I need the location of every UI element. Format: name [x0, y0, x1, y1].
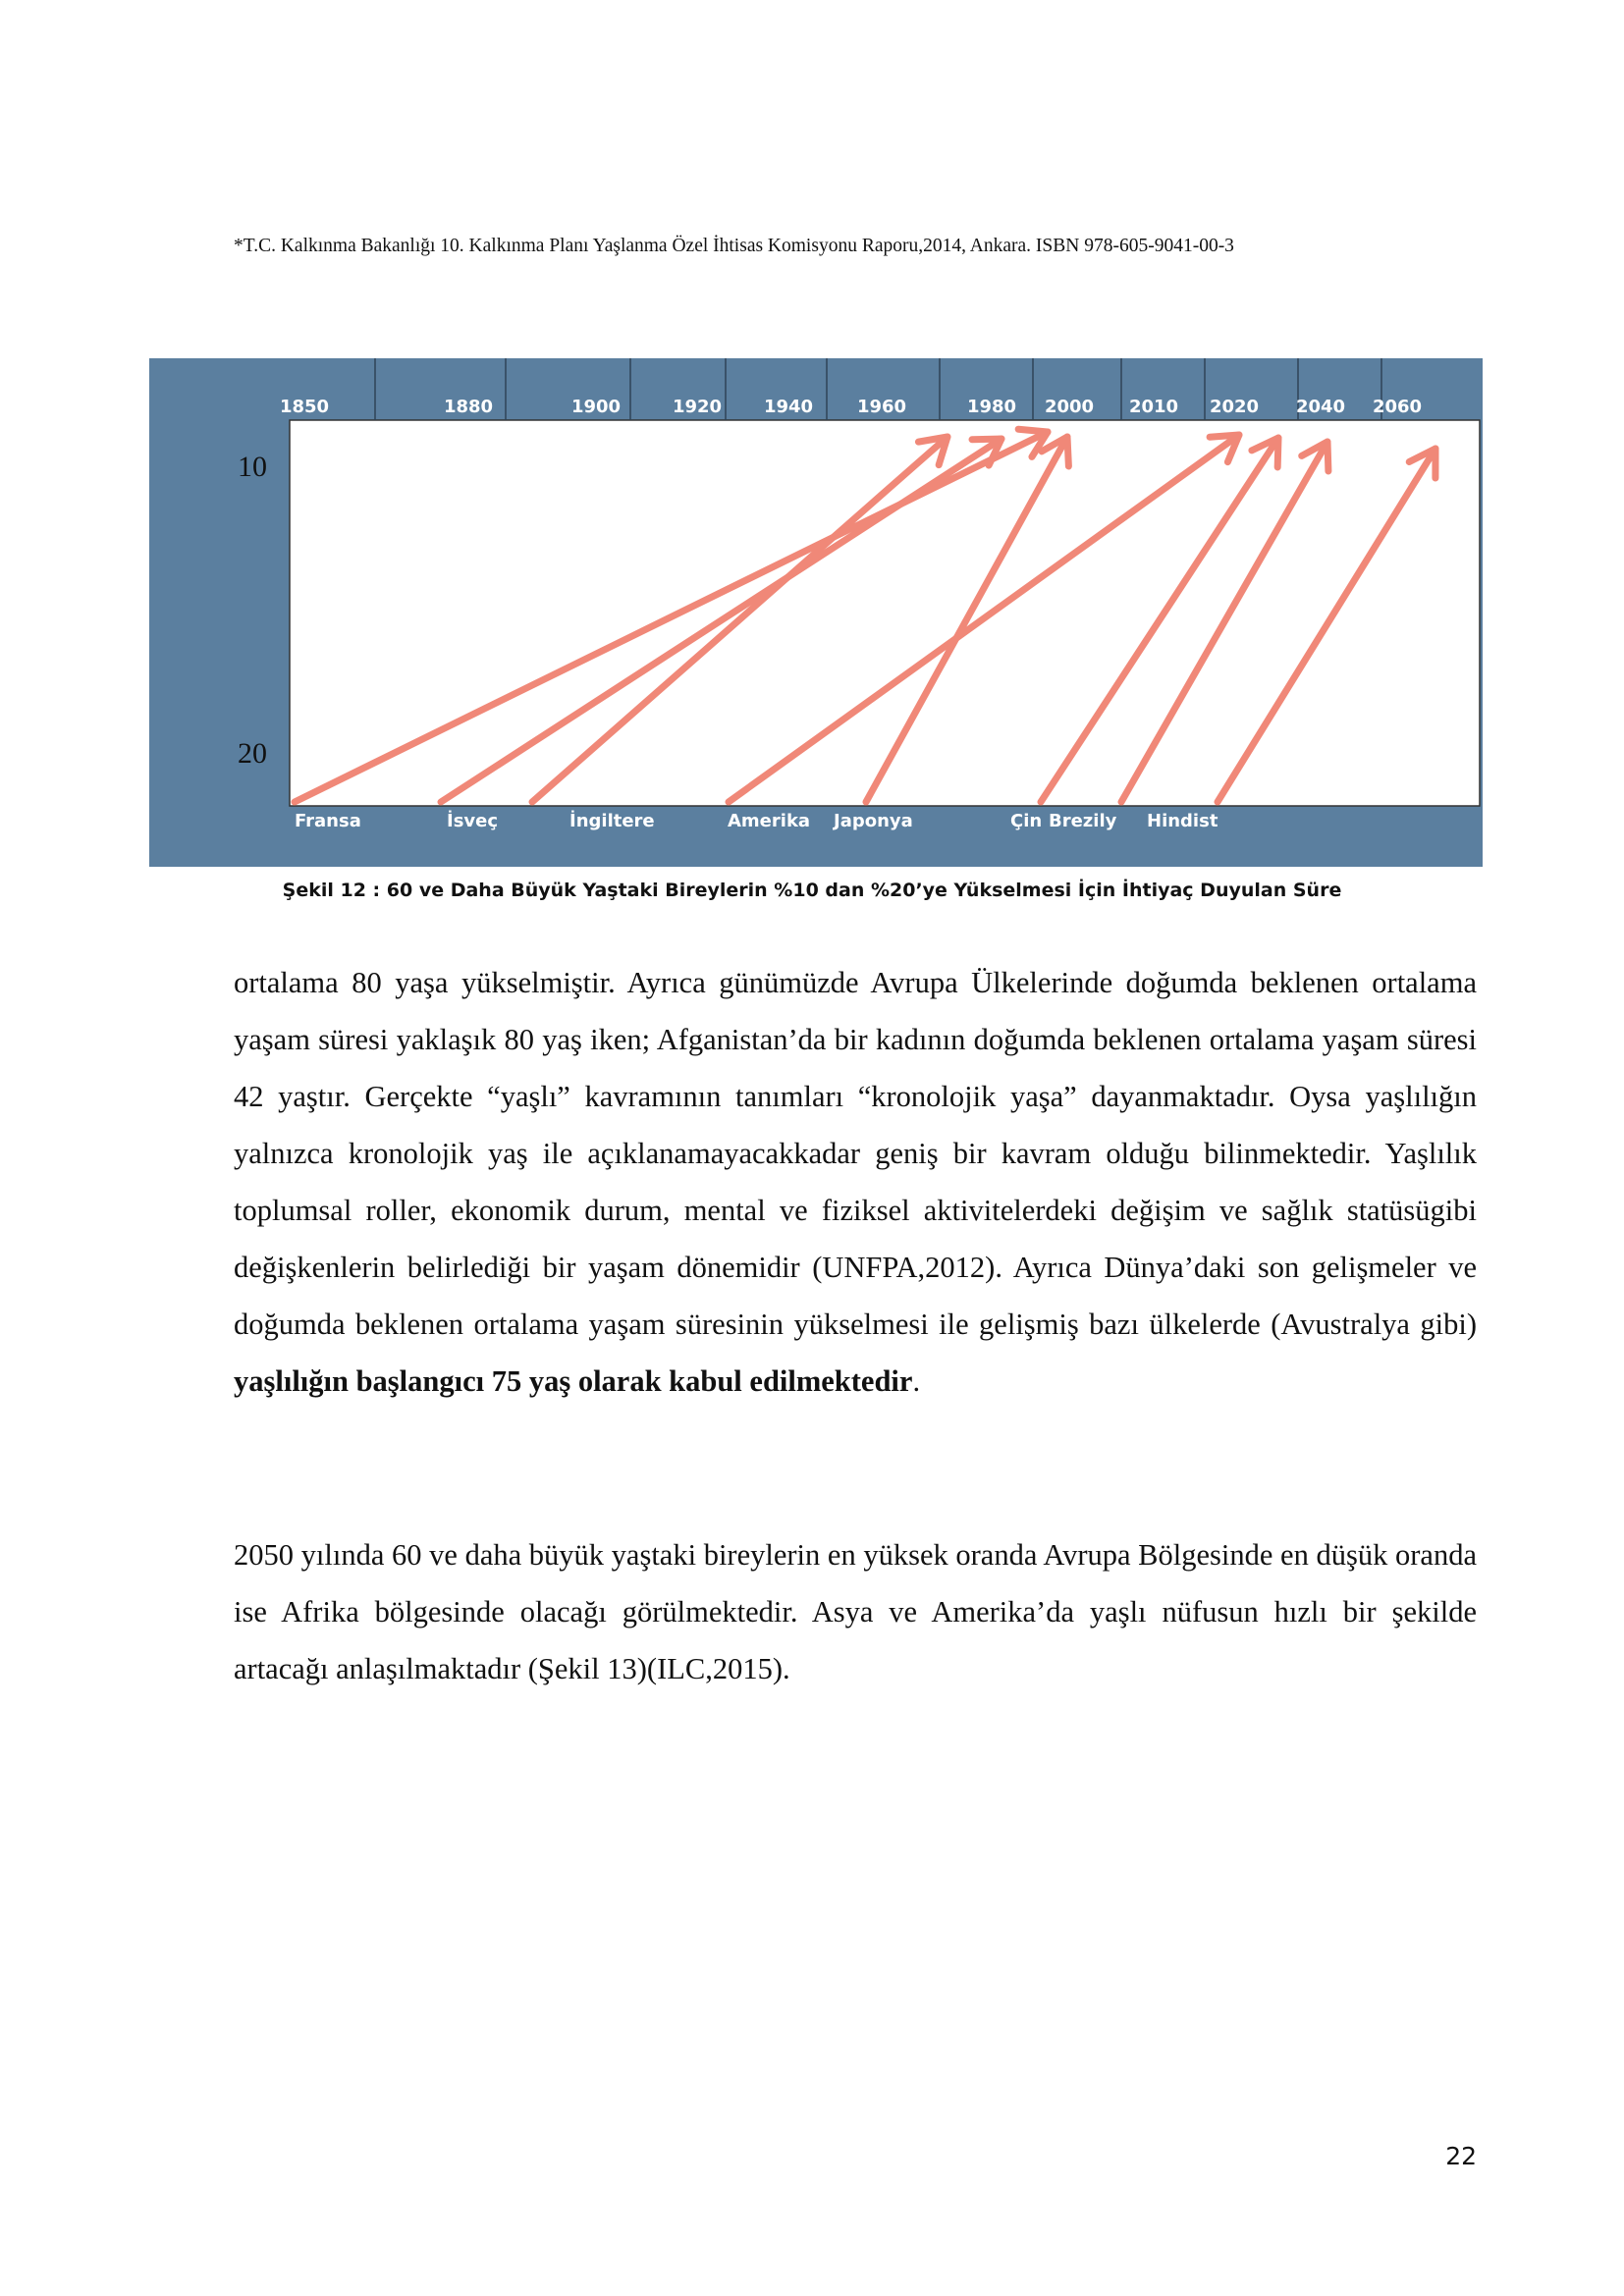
plot-area [290, 420, 1480, 806]
left-axis-label: 10 [238, 451, 267, 483]
paragraph-1-end: . [912, 1364, 921, 1398]
year-label: 2040 [1295, 397, 1346, 417]
year-label: 1920 [672, 397, 723, 417]
year-label: 1960 [856, 397, 907, 417]
year-label: 2020 [1209, 397, 1260, 417]
figure-aging-duration [149, 358, 1483, 867]
figure-svg [149, 358, 1483, 867]
country-label: Japonya [834, 811, 913, 831]
paragraph-1-text: ortalama 80 yaşa yükselmiştir. Ayrıca günümüzde Avrupa Ülkelerinde doğumda beklenen ortalama yaşam süresi yaklaşık 80 yaş iken; Afganistan’da bir kadının doğumda beklenen ortalama yaşam süresi 42 yaştır. Gerçekte “yaşlı” kavramının tanımları “kronolojik yaşa” dayanmaktadır. Oysa yaşlılığın yalnızca kronolojik yaş ile açıklanamayacakkadar geniş bir kavram olduğu bilinmektedir. Yaşlılık toplumsal roller, ekonomik durum, mental ve fiziksel aktivitelerdeki değişim ve sağlık statüsügibi değişkenlerin belirlediği bir yaşam dönemidir (UNFPA,2012). Ayrıca Dünya’daki son gelişmeler ve doğumda beklenen ortalama yaşam süresinin yükselmesi ile gelişmiş bazı ülkelerde (Avustralya gibi) [234, 966, 1477, 1341]
country-label: Brezily [1049, 811, 1117, 831]
year-label: 2010 [1128, 397, 1179, 417]
country-label: İngiltere [569, 811, 655, 831]
year-label: 2000 [1044, 397, 1095, 417]
year-label: 2060 [1372, 397, 1423, 417]
paragraph-1-bold: yaşlılığın başlangıcı 75 yaş olarak kabul edilmektedir [234, 1364, 913, 1398]
country-label: Fransa [295, 811, 361, 831]
paragraph-2 [234, 1526, 1477, 1697]
paragraph-2-text: 2050 yılında 60 ve daha büyük yaştaki bireylerin en yüksek oranda Avrupa Bölgesinde en düşük oranda ise Afrika bölgesinde olacağı görülmektedir. Asya ve Amerika’da yaşlı nüfusun hızlı bir şekilde artacağı anlaşılmaktadır (Şekil 13)(ILC,2015). [234, 1538, 1477, 1685]
page-number: 22 [1445, 2142, 1477, 2170]
year-label: 1980 [966, 397, 1017, 417]
left-axis-label: 20 [238, 737, 267, 770]
year-label: 1850 [279, 397, 330, 417]
year-label: 1900 [570, 397, 622, 417]
figure-caption: Şekil 12 : 60 ve Daha Büyük Yaştaki Bireylerin %10 dan %20’ye Yükselmesi İçin İhtiyaç Duyulan Süre [282, 880, 1342, 901]
year-label: 1880 [443, 397, 494, 417]
source-note: *T.C. Kalkınma Bakanlığı 10. Kalkınma Planı Yaşlanma Özel İhtisas Komisyonu Raporu,2014, Ankara. ISBN 978-605-9041-00-3 [234, 236, 1234, 256]
paragraph-1 [234, 954, 1477, 1410]
country-label: Amerika [728, 811, 811, 831]
year-label: 1940 [763, 397, 814, 417]
country-label: Çin [1010, 811, 1043, 831]
country-label: İsveç [447, 811, 499, 831]
country-label: Hindist [1147, 811, 1218, 831]
